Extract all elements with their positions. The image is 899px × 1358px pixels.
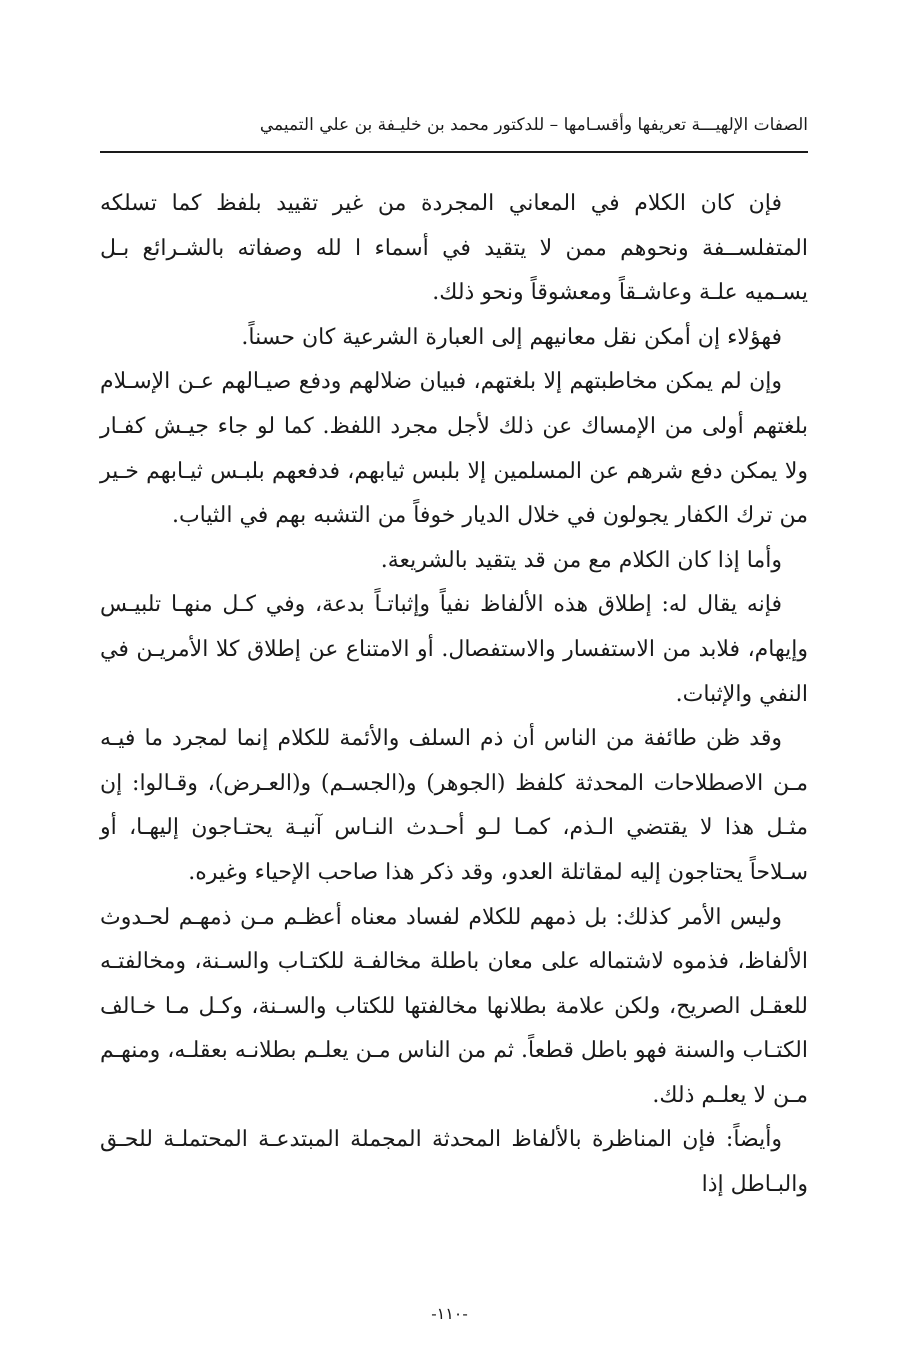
paragraph-7: وليس الأمر كذلك: بل ذمهم للكلام لفساد معناه أعظـم مـن ذمهـم لحـدوث الألفاظ، فذموه لاشتماله على معان باطلة مخالفـة للكتـاب والسـنة، ومخالفتـه للعقـل الصريح، ولكن علامة بطلانها مخالفتها للكتاب والسـنة، وكـل مـا خـالف الكتـاب والسنة فهو باطل قطعاً. ثم من الناس مـن يعلـم بطلانـه بعقلـه، ومنهـم مـن لا يعلـم ذلك. (100, 904, 808, 1108)
page-number: -١١٠- (431, 1304, 468, 1323)
paragraph-3: وإن لم يمكن مخاطبتهم إلا بلغتهم، فبيان ضلالهم ودفع صيـالهم عـن الإسـلام بلغتهم أولى من الإمساك عن ذلك لأجل مجرد اللفظ. كما لو جاء جيـش كفـار ولا يمكن دفع شرهم عن المسلمين إلا بلبس ثيابهم، فدفعهم بلبـس ثيـابهم خـير من ترك الكفار يجولون في خلال الديار خوفاً من التشبه بهم في الثياب. (100, 369, 808, 529)
running-header (100, 112, 808, 138)
paragraph-6: وقد ظن طائفة من الناس أن ذم السلف والأئمة للكلام إنما لمجرد ما فيـه مـن الاصطلاحات المحدثة كلفظ (الجوهر) و(الجسـم) و(العـرض)، وقـالوا: إن مثـل هذا لا يقتضي الـذم، كمـا لـو أحـدث النـاس آنيـة يحتـاجون إليهـا، أو سـلاحاً يحتاجون إليه لمقاتلة العدو، وقد ذكر هذا صاحب الإحياء وغيره. (100, 726, 808, 885)
paragraph-1: فإن كان الكلام في المعاني المجردة من غير تقييد بلفظ كما تسلكه المتفلســفة ونحوهم ممن لا يتقيد في أسماء ا لله وصفاته بالشـرائع بـل يسـميه علـة وعاشـقاً ومعشوقاً ونحو ذلك. (100, 191, 808, 306)
header-rule (100, 151, 808, 153)
page-footer (0, 1302, 899, 1326)
running-title: الصفات الإلهيـــة تعريفها وأقسـامها – للدكتور محمد بن خليـفة بن علي التميمي (259, 115, 808, 135)
paragraph-5: فإنه يقال له: إطلاق هذه الألفاظ نفياً وإثباتـاً بدعة، وفي كـل منهـا تلبيـس وإيهام، فلابد من الاستفسار والاستفصال. أو الامتناع عن إطلاق كلا الأمريـن في النفي والإثبات. (100, 592, 808, 707)
paragraph-4: وأما إذا كان الكلام مع من قد يتقيد بالشريعة. (380, 547, 782, 573)
paragraph-2: فهؤلاء إن أمكن نقل معانيهم إلى العبارة الشرعية كان حسناً. (241, 324, 782, 350)
paragraph-8: وأيضاً: فإن المناظرة بالألفاظ المحدثة المجملة المبتدعـة المحتملـة للحـق والبـاطل إذا (100, 1127, 808, 1198)
main-text (100, 182, 808, 1208)
